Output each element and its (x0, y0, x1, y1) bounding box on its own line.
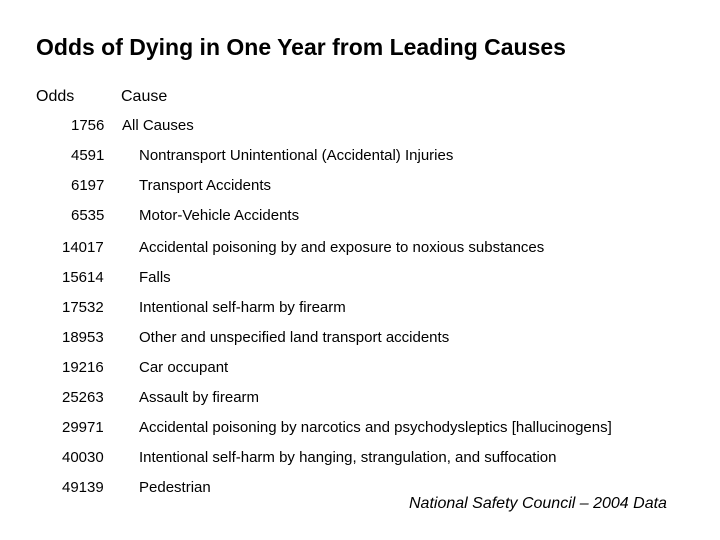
cause-label: Falls (139, 269, 171, 286)
table-row (0, 147, 720, 167)
page-title: Odds of Dying in One Year from Leading Causes (36, 34, 566, 60)
odds-value: 6535 (71, 207, 105, 224)
cause-label: Motor-Vehicle Accidents (139, 207, 300, 224)
table-row (0, 359, 720, 379)
odds-column-header: Odds (36, 88, 75, 105)
cause-label: Accidental poisoning by narcotics and psychodysleptics [hallucinogens] (139, 419, 612, 436)
cause-label: Assault by firearm (139, 389, 260, 406)
odds-value: 19216 (62, 359, 104, 376)
odds-value: 4591 (71, 147, 105, 164)
table-row (0, 419, 720, 439)
odds-value: 17532 (62, 299, 104, 316)
table-row (0, 239, 720, 259)
cause-label: Nontransport Unintentional (Accidental) Injuries (139, 147, 454, 164)
cause-column-header: Cause (121, 88, 168, 105)
cause-label: Transport Accidents (139, 177, 272, 194)
odds-value: 29971 (62, 419, 104, 436)
table-row (0, 299, 720, 319)
odds-value: 40030 (62, 449, 104, 466)
cause-label: Intentional self-harm by hanging, strangulation, and suffocation (139, 449, 557, 466)
source-credit: National Safety Council – 2004 Data (409, 495, 667, 512)
odds-value: 1756 (71, 117, 105, 134)
odds-value: 6197 (71, 177, 105, 194)
cause-label: Car occupant (139, 359, 229, 376)
odds-value: 14017 (62, 239, 104, 256)
cause-label: Intentional self-harm by firearm (139, 299, 346, 316)
cause-label: Pedestrian (139, 479, 211, 496)
table-row (0, 177, 720, 197)
cause-label: Accidental poisoning by and exposure to noxious substances (139, 239, 545, 256)
odds-value: 18953 (62, 329, 104, 346)
odds-value: 25263 (62, 389, 104, 406)
table-row (0, 117, 720, 137)
cause-label: All Causes (122, 117, 194, 134)
odds-value: 49139 (62, 479, 104, 496)
table-row (0, 269, 720, 289)
table-row (0, 389, 720, 409)
cause-label: Other and unspecified land transport accidents (139, 329, 450, 346)
table-row (0, 207, 720, 227)
odds-value: 15614 (62, 269, 104, 286)
table-row (0, 329, 720, 349)
table-row (0, 449, 720, 469)
